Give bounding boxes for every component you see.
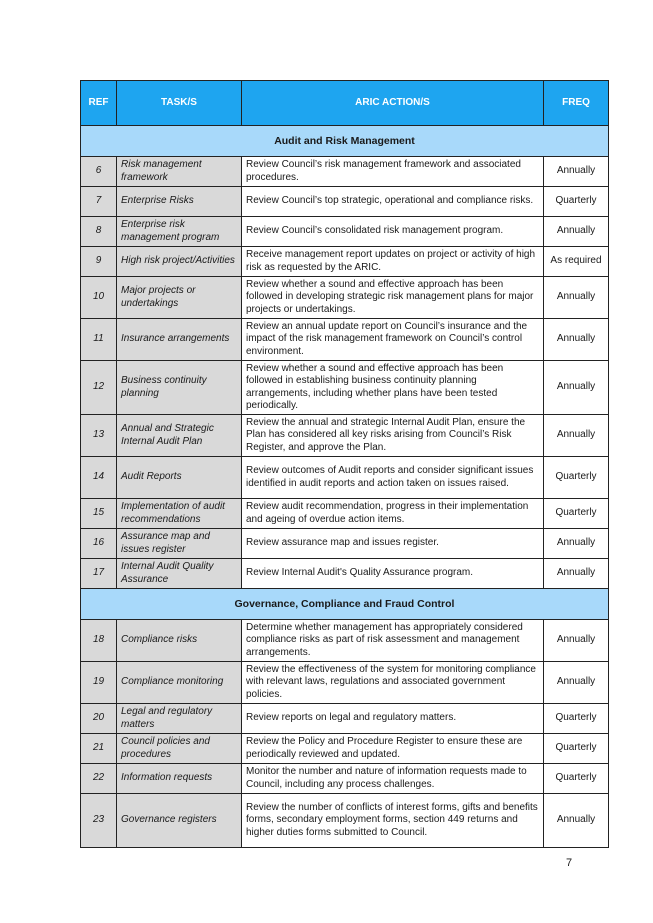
- task-cell: Insurance arrangements: [117, 319, 242, 361]
- header-freq: FREQ: [544, 81, 609, 126]
- freq-cell: Quarterly: [544, 457, 609, 499]
- action-cell: Review outcomes of Audit reports and consider significant issues identified in audit reports and action taken on issues raised.: [242, 457, 544, 499]
- action-cell: Review assurance map and issues register.: [242, 529, 544, 559]
- freq-cell: Annually: [544, 415, 609, 457]
- task-cell: Implementation of audit recommendations: [117, 499, 242, 529]
- table-row: [81, 187, 609, 217]
- ref-cell: 23: [81, 794, 117, 848]
- header-ref: REF: [81, 81, 117, 126]
- task-cell: High risk project/Activities: [117, 247, 242, 277]
- task-cell: Compliance risks: [117, 620, 242, 662]
- table-row: [81, 529, 609, 559]
- freq-cell: Annually: [544, 157, 609, 187]
- freq-cell: As required: [544, 247, 609, 277]
- table-row: [81, 157, 609, 187]
- freq-cell: Annually: [544, 319, 609, 361]
- ref-cell: 8: [81, 217, 117, 247]
- table-row: [81, 499, 609, 529]
- table-row: [81, 217, 609, 247]
- table-row: [81, 764, 609, 794]
- ref-cell: 16: [81, 529, 117, 559]
- task-cell: Major projects or undertakings: [117, 277, 242, 319]
- task-cell: Compliance monitoring: [117, 662, 242, 704]
- ref-cell: 13: [81, 415, 117, 457]
- ref-cell: 22: [81, 764, 117, 794]
- ref-cell: 17: [81, 559, 117, 589]
- table-row: [81, 620, 609, 662]
- table-row: [81, 559, 609, 589]
- ref-cell: 15: [81, 499, 117, 529]
- freq-cell: Quarterly: [544, 187, 609, 217]
- header-task: TASK/S: [117, 81, 242, 126]
- ref-cell: 14: [81, 457, 117, 499]
- freq-cell: Annually: [544, 361, 609, 415]
- ref-cell: 12: [81, 361, 117, 415]
- action-cell: Review Council’s top strategic, operational and compliance risks.: [242, 187, 544, 217]
- freq-cell: Quarterly: [544, 704, 609, 734]
- table-row: [81, 277, 609, 319]
- freq-cell: Annually: [544, 662, 609, 704]
- action-cell: Review Council’s risk management framework and associated procedures.: [242, 157, 544, 187]
- task-cell: Legal and regulatory matters: [117, 704, 242, 734]
- task-cell: Internal Audit Quality Assurance: [117, 559, 242, 589]
- table-row: [81, 662, 609, 704]
- table-row: [81, 361, 609, 415]
- ref-cell: 10: [81, 277, 117, 319]
- table-row: [81, 319, 609, 361]
- freq-cell: Annually: [544, 794, 609, 848]
- action-cell: Review Internal Audit's Quality Assurance program.: [242, 559, 544, 589]
- table-row: [81, 415, 609, 457]
- action-cell: Monitor the number and nature of information requests made to Council, including any process challenges.: [242, 764, 544, 794]
- task-cell: Council policies and procedures: [117, 734, 242, 764]
- task-cell: Enterprise risk management program: [117, 217, 242, 247]
- action-cell: Review the annual and strategic Internal Audit Plan, ensure the Plan has considered all key risks arising from Council’s Risk Register, and approve the Plan.: [242, 415, 544, 457]
- table-row: [81, 247, 609, 277]
- action-cell: Review whether a sound and effective approach has been followed in establishing business continuity planning arrangements, including whether plans have been tested periodically.: [242, 361, 544, 415]
- table-row: [81, 734, 609, 764]
- table-row: [81, 457, 609, 499]
- section-title: Governance, Compliance and Fraud Control: [81, 589, 609, 620]
- ref-cell: 19: [81, 662, 117, 704]
- action-cell: Review reports on legal and regulatory matters.: [242, 704, 544, 734]
- task-cell: Information requests: [117, 764, 242, 794]
- ref-cell: 18: [81, 620, 117, 662]
- task-cell: Risk management framework: [117, 157, 242, 187]
- section-row: [81, 589, 609, 620]
- freq-cell: Quarterly: [544, 734, 609, 764]
- section-row: [81, 126, 609, 157]
- task-cell: Enterprise Risks: [117, 187, 242, 217]
- action-cell: Review Council’s consolidated risk management program.: [242, 217, 544, 247]
- table-row: [81, 794, 609, 848]
- action-cell: Review whether a sound and effective approach has been followed in developing strategic risk management plans for major projects or undertakings.: [242, 277, 544, 319]
- header-action: ARIC ACTION/S: [242, 81, 544, 126]
- task-cell: Governance registers: [117, 794, 242, 848]
- action-cell: Review the effectiveness of the system for monitoring compliance with relevant laws, regulations and associated government policies.: [242, 662, 544, 704]
- table-header-row: [81, 81, 609, 126]
- ref-cell: 9: [81, 247, 117, 277]
- ref-cell: 21: [81, 734, 117, 764]
- ref-cell: 20: [81, 704, 117, 734]
- action-cell: Determine whether management has appropriately considered compliance risks as part of risk assessment and management arrangements.: [242, 620, 544, 662]
- action-cell: Review an annual update report on Council’s insurance and the impact of the risk management framework on Council’s control environment.: [242, 319, 544, 361]
- action-cell: Review the number of conflicts of interest forms, gifts and benefits forms, secondary employment forms, section 449 returns and higher duties forms submitted to Council.: [242, 794, 544, 848]
- task-cell: Business continuity planning: [117, 361, 242, 415]
- freq-cell: Quarterly: [544, 499, 609, 529]
- ref-cell: 7: [81, 187, 117, 217]
- action-cell: Receive management report updates on project or activity of high risk as requested by the ARIC.: [242, 247, 544, 277]
- ref-cell: 6: [81, 157, 117, 187]
- ref-cell: 11: [81, 319, 117, 361]
- section-title: Audit and Risk Management: [81, 126, 609, 157]
- freq-cell: Annually: [544, 529, 609, 559]
- freq-cell: Annually: [544, 620, 609, 662]
- aric-actions-table: [80, 80, 609, 848]
- table-row: [81, 704, 609, 734]
- page-number: 7: [566, 857, 573, 869]
- freq-cell: Quarterly: [544, 764, 609, 794]
- freq-cell: Annually: [544, 217, 609, 247]
- action-cell: Review audit recommendation, progress in their implementation and ageing of overdue action items.: [242, 499, 544, 529]
- task-cell: Audit Reports: [117, 457, 242, 499]
- freq-cell: Annually: [544, 559, 609, 589]
- freq-cell: Annually: [544, 277, 609, 319]
- action-cell: Review the Policy and Procedure Register to ensure these are periodically reviewed and updated.: [242, 734, 544, 764]
- task-cell: Annual and Strategic Internal Audit Plan: [117, 415, 242, 457]
- table-body: [81, 126, 609, 848]
- task-cell: Assurance map and issues register: [117, 529, 242, 559]
